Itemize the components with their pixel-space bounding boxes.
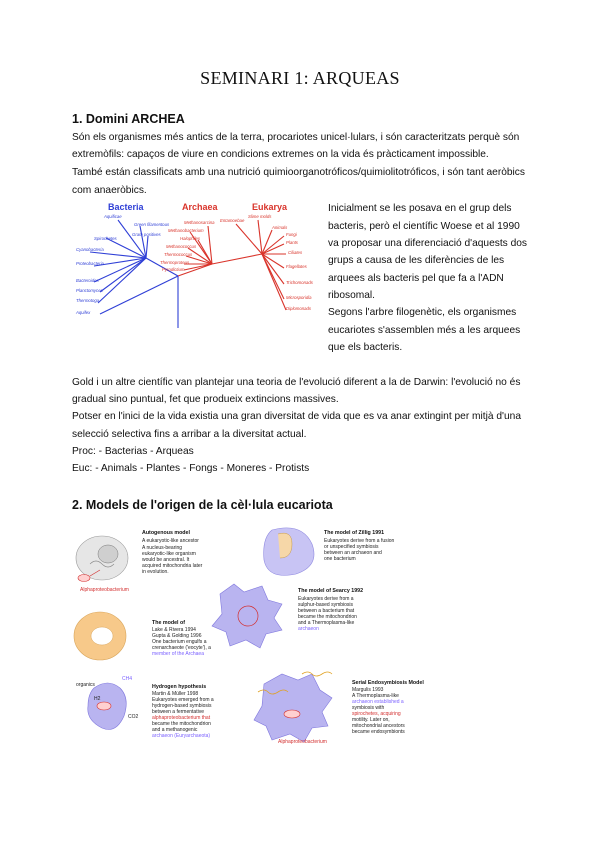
model-text: acquired mitochondria later — [142, 563, 203, 569]
tree-label: Plants — [286, 240, 298, 245]
tree-label: Slime molds — [248, 214, 272, 219]
side-line: que els bacteris. — [328, 342, 403, 353]
model-text: between an archaeon and — [324, 550, 382, 556]
side-line: eucariotes s'assemblen més a les arquees — [328, 325, 521, 336]
body-line: gradual sino puntual, fet que produeix extincions massives. — [72, 394, 339, 405]
tree-label: Cyanobacteria — [76, 247, 104, 252]
hydrogen-model — [76, 676, 214, 739]
model-text: archaeon (Euryarchaeota) — [152, 733, 211, 739]
side-line: va proposar una diferenciació d'aquests dos — [328, 238, 528, 249]
tree-label: Pyrodictium — [162, 267, 185, 272]
model-text: mitochondrial ancestors — [352, 723, 405, 729]
side-line: grups a causa de les diferències de les — [328, 255, 505, 266]
zillig-model — [264, 528, 395, 576]
tree-label: Green filamentous — [134, 222, 170, 227]
tree-label: Methanobacterium — [168, 228, 204, 233]
model-text: A Thermoplasma-like — [352, 693, 399, 699]
model-text: between a fermentative — [152, 709, 204, 715]
model-text: alphaproteobacterium that — [152, 715, 211, 721]
model-text: spirochetes, acquiring — [352, 711, 401, 717]
model-text: crenarchaeote ('eocyte'), a — [152, 645, 211, 651]
body-line: selecció selectiva fins a arribar a la diversitat actual. — [72, 429, 307, 440]
side-line: bacteris, però el científic Woese et al 1990 — [328, 221, 520, 232]
serial-endosymbiosis-model — [254, 672, 424, 745]
model-text: became the mitochondrion — [298, 614, 357, 620]
tree-label: Animals — [272, 225, 288, 230]
model-text: hydrogen-based symbiosis — [152, 703, 212, 709]
domain-label-eukarya: Eukarya — [252, 202, 288, 212]
tree-label: Proteobacteria — [76, 261, 104, 266]
tree-label: Microsporidia — [286, 295, 312, 300]
tree-label: Aquificae — [104, 214, 122, 219]
body-line: Euc: - Animals - Plantes - Fongs - Moneres - Protists — [72, 463, 310, 474]
serial-title: Serial Endosymbiosis Model — [352, 680, 424, 686]
side-line: ribosomal. — [328, 290, 375, 301]
model-text: would be ancestral. It — [142, 557, 190, 563]
zillig-title: The model of Zillig 1991 — [324, 530, 385, 536]
body-line: Proc: - Bacterias - Arqueas — [72, 446, 194, 457]
autogenous-title: Autogenous model — [142, 530, 190, 536]
autogenous-model — [76, 530, 203, 593]
page-title: SEMINARI 1: ARQUEAS — [200, 68, 400, 88]
model-text: became endosymbionts — [352, 729, 405, 735]
body-line: Potser en l'inici de la vida existia una gran diversitat de vida que es va anar extingint per mitjà d'una — [72, 411, 522, 422]
side-line: Inicialment se les posava en el grup dels — [328, 203, 512, 214]
model-text: Eukaryotes derive from a — [298, 596, 354, 602]
model-text: became the mitochondrion — [152, 721, 211, 727]
tree-label: Thermoproteus — [160, 260, 190, 265]
lake-title: The model of — [152, 620, 185, 626]
tree-label: Flagellates — [286, 264, 307, 269]
model-text: eukaryotic-like organism — [142, 551, 196, 557]
model-text: CO2 — [128, 714, 139, 720]
tree-label: Methanosarcina — [184, 220, 215, 225]
side-line: Segons l'arbre filogenètic, els organismes — [328, 307, 517, 318]
tree-label: Thermotoga — [76, 298, 100, 303]
model-text: CH4 — [122, 676, 133, 682]
model-text: and a Thermoplasma-like — [298, 620, 355, 626]
model-text: A eukaryotic-like ancestor — [142, 538, 199, 544]
intro-line-3: També están classificats amb una nutrició quimioorganotróficos/quimiolitotróficos, i són tant aeròbics — [72, 167, 525, 178]
section-heading-archea: 1. Domini ARCHEA — [72, 112, 185, 126]
model-text: symbiosis with — [352, 705, 385, 711]
tree-label: Fungi — [286, 232, 297, 237]
model-text: in evolution. — [142, 569, 169, 575]
model-text: H2 — [94, 696, 101, 702]
model-text: sulphur-based symbiosis — [298, 602, 354, 608]
model-text: between a bacterium that — [298, 608, 355, 614]
serial-label: Alphaproteobacterium — [278, 739, 327, 745]
lake-model — [74, 612, 211, 660]
section-heading-models: 2. Models de l'origen de la cèl·lula eucariota — [72, 498, 333, 512]
tree-label: Entamoebae — [220, 218, 245, 223]
tree-label: Methanococcus — [166, 244, 197, 249]
model-text: one bacterium — [324, 556, 356, 562]
model-text: archaeon — [298, 626, 319, 632]
intro-line-4: com anaeròbics. — [72, 185, 147, 196]
model-text: organics — [76, 682, 95, 688]
intro-line-2: extremòfils: capaços de viure en condicions extremes on la vida és pràcticament impossible. — [72, 149, 489, 160]
model-text: and a methanogenic — [152, 727, 198, 733]
eukaryote-origin-models-figure — [72, 524, 528, 746]
tree-label: Aquifex — [76, 310, 91, 315]
model-text: Gupta & Golding 1996 — [152, 633, 202, 639]
model-text: Eukaryotes emerged from a — [152, 697, 214, 703]
model-text: archaeon established a — [352, 699, 404, 705]
model-text: Margulis 1993 — [352, 687, 384, 693]
searcy-title: The model of Searcy 1992 — [298, 588, 364, 594]
tree-label: Halophiles — [180, 236, 201, 241]
model-text: member of the Archaea — [152, 651, 204, 657]
tree-label: Thermococcus — [164, 252, 193, 257]
tree-label: Planctomyces — [76, 288, 103, 293]
model-text: Martin & Müller 1998 — [152, 691, 199, 697]
phylogenetic-tree-figure — [72, 196, 324, 334]
autogenous-label: Alphaproteobacterium — [80, 587, 129, 593]
tree-label: Gram positives — [132, 232, 161, 237]
hydrogen-title: Hydrogen hypothesis — [152, 684, 207, 690]
searcy-model — [212, 584, 363, 648]
tree-label: Trichomonads — [286, 280, 313, 285]
model-text: motility. Later on, — [352, 717, 390, 723]
body-line: Gold i un altre científic van plantejar una teoria de l'evolució diferent a la de Darwin: l'evolució no és — [72, 377, 521, 388]
tree-label: Diplomonads — [286, 306, 312, 311]
intro-line-1: Són els organismes més antics de la terra, procariotes unicel·lulars, i són caracteritzats perquè són — [72, 132, 520, 143]
model-text: A nucleus-bearing — [142, 545, 183, 551]
tree-label: Ciliates — [288, 250, 303, 255]
model-text: One bacterium engulfs a — [152, 639, 207, 645]
model-text: or unspecified symbiosis — [324, 544, 379, 550]
side-line: arquees als bacteris pel que fa a l'ADN — [328, 273, 504, 284]
model-text: Eukaryotes derive from a fusion — [324, 538, 395, 544]
tree-label: Spirochetes — [94, 236, 117, 241]
tree-label: Bacteroides — [76, 278, 99, 283]
domain-label-bacteria: Bacteria — [108, 202, 144, 212]
domain-label-archaea: Archaea — [182, 202, 218, 212]
model-text: Lake & Rivera 1994 — [152, 627, 196, 633]
